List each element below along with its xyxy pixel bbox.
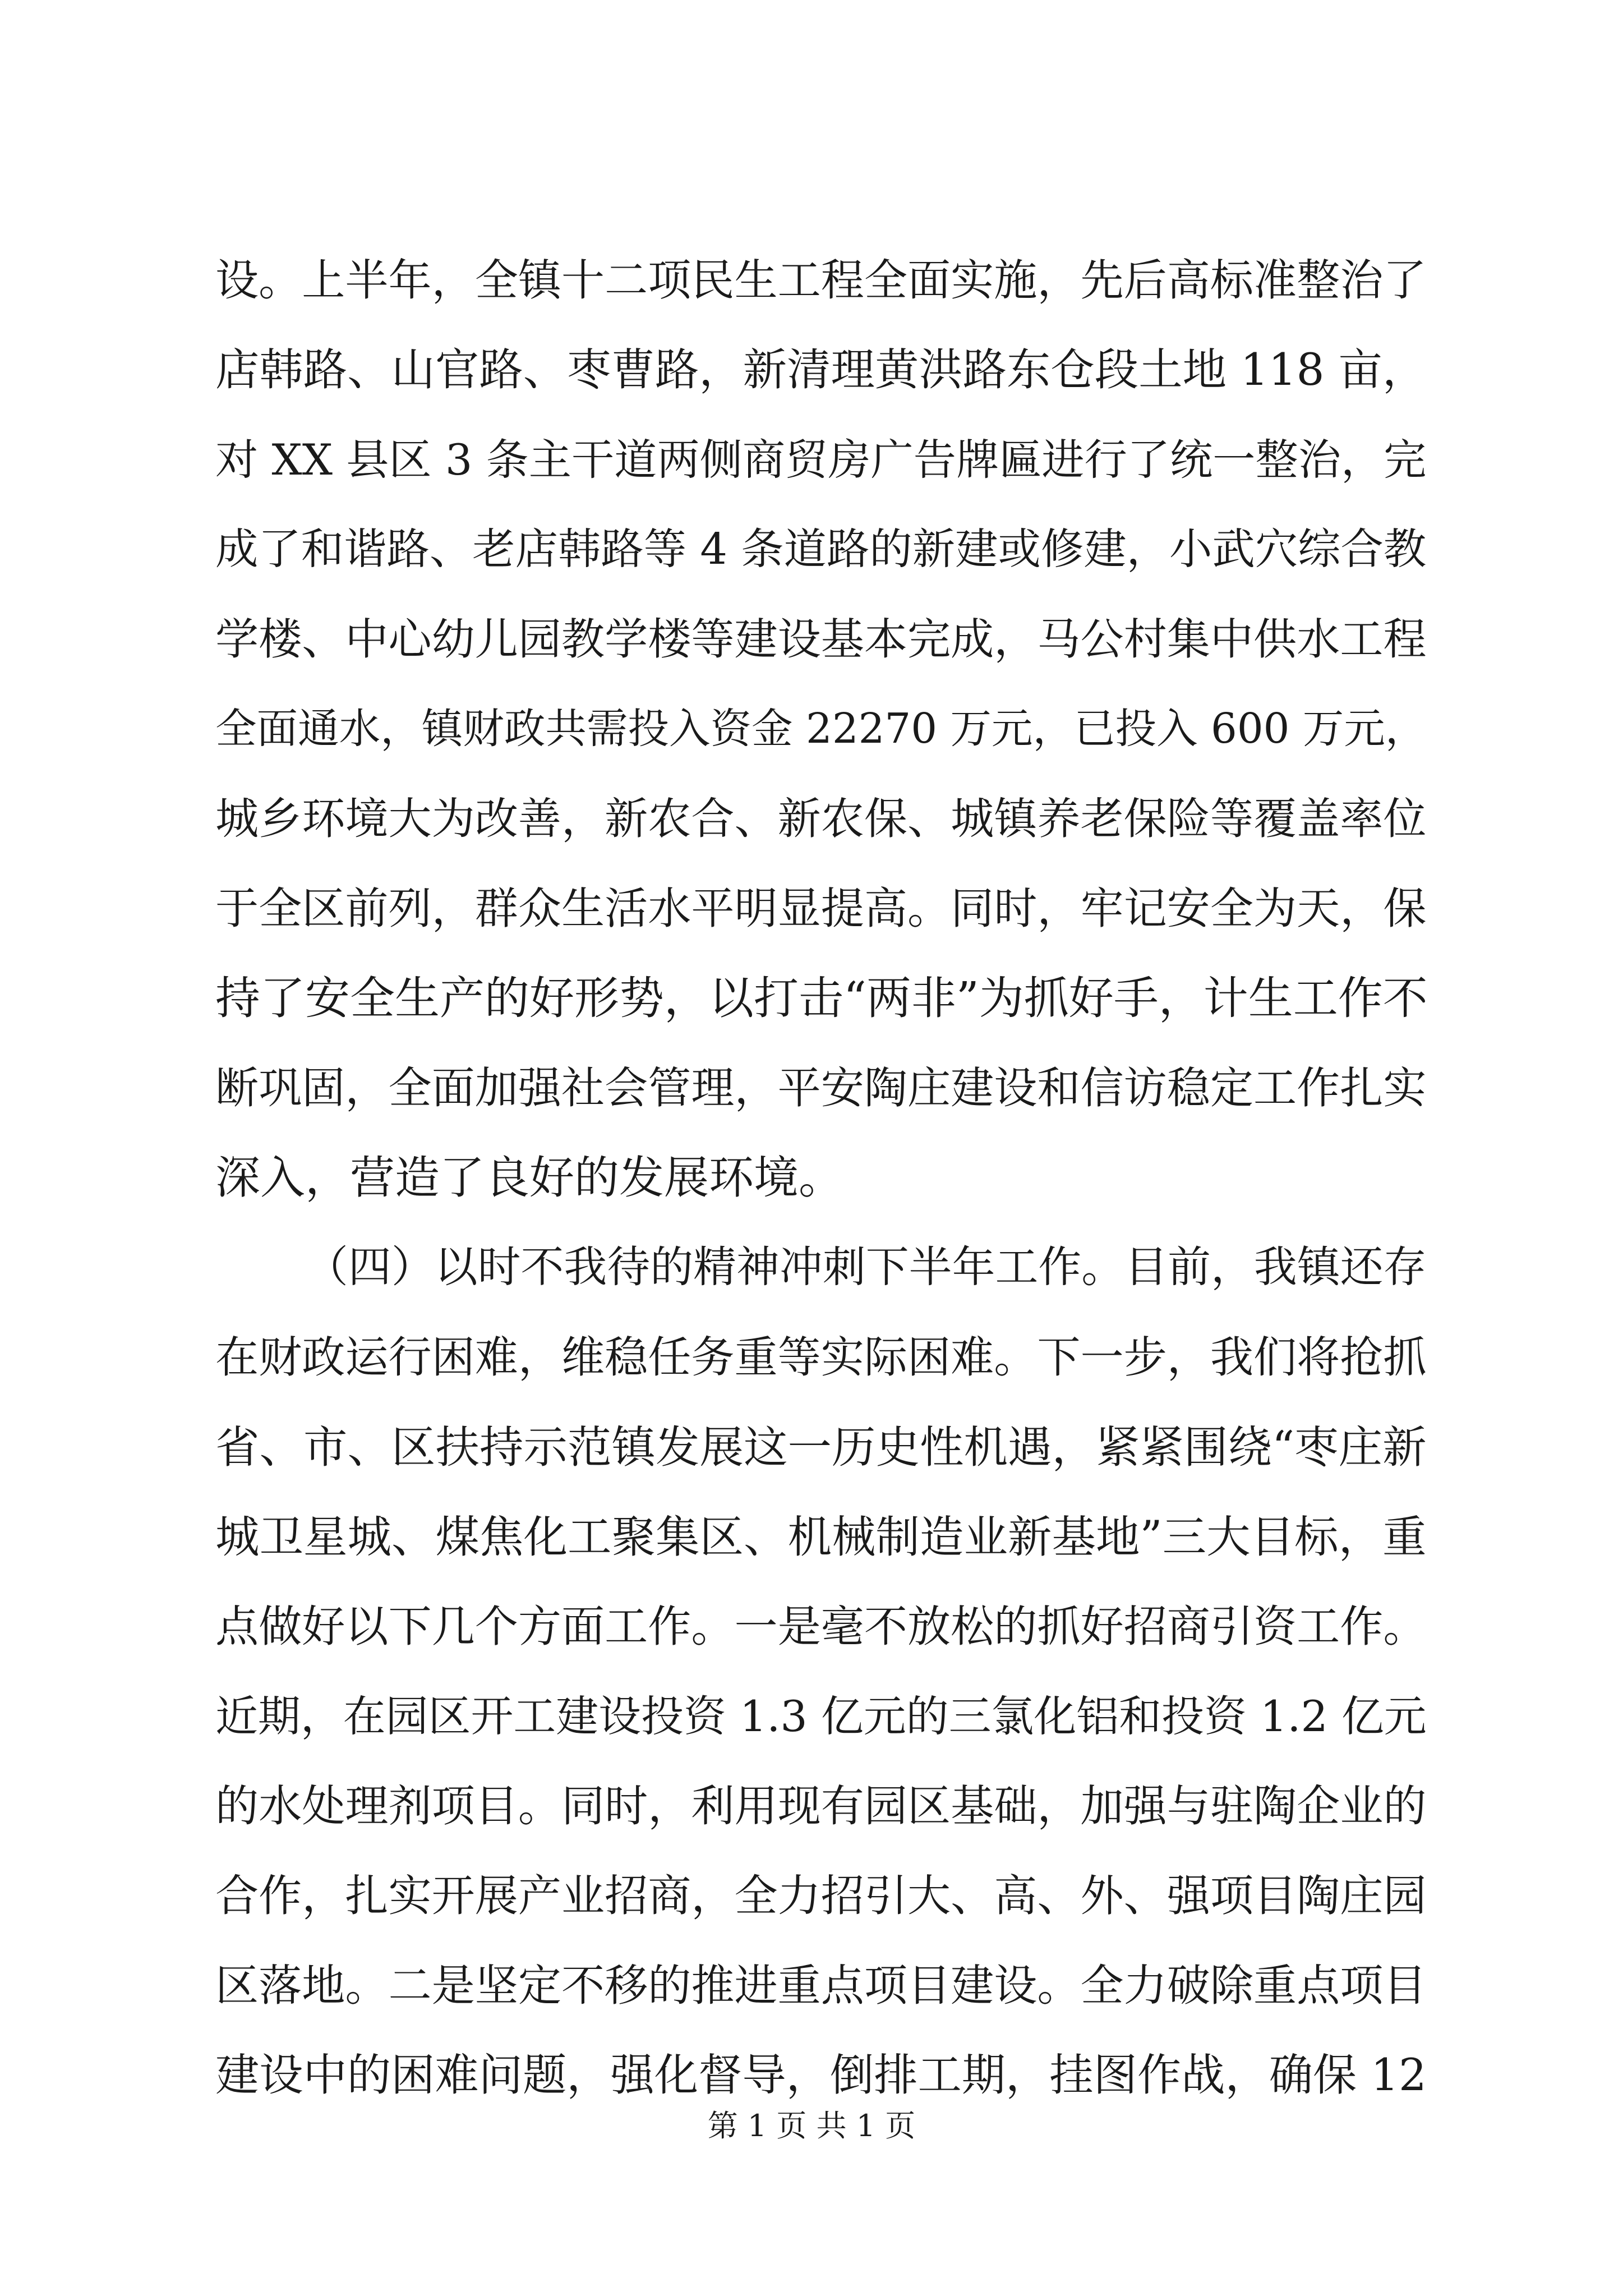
text-line: 断巩固，全面加强社会管理，平安陶庄建设和信访稳定工作扎实 bbox=[215, 1063, 1427, 1114]
text-line: 成了和谐路、老店韩路等 4 条道路的新建或修建，小武穴综合教 bbox=[215, 524, 1427, 574]
text-line: 设。上半年，全镇十二项民生工程全面实施，先后高标准整治了 bbox=[215, 255, 1427, 306]
text-line: 点做好以下几个方面工作。一是毫不放松的抓好招商引资工作。 bbox=[215, 1602, 1427, 1652]
text-line: 于全区前列，群众生活水平明显提高。同时，牢记安全为天，保 bbox=[215, 884, 1427, 934]
body-text bbox=[215, 236, 1427, 2120]
text-line: 持了安全生产的好形势，以打击“两非”为抓好手，计生工作不 bbox=[215, 972, 1428, 1024]
text-line: 合作，扎实开展产业招商，全力招引大、高、外、强项目陶庄园 bbox=[215, 1871, 1427, 1921]
text-line: 近期，在园区开工建设投资 1.3 亿元的三氯化铝和投资 1.2 亿元 bbox=[215, 1692, 1427, 1741]
text-line: 学楼、中心幼儿园教学楼等建设基本完成，马公村集中供水工程 bbox=[215, 614, 1427, 665]
text-line: 省、市、区扶持示范镇发展这一历史性机遇，紧紧围绕“枣庄新 bbox=[215, 1421, 1427, 1473]
paragraph-start-line: （四）以时不我待的精神冲刺下半年工作。目前，我镇还存 bbox=[305, 1243, 1427, 1292]
text-line: 的水处理剂项目。同时，利用现有园区基础，加强与驻陶企业的 bbox=[215, 1781, 1427, 1832]
text-line: 区落地。二是坚定不移的推进重点项目建设。全力破除重点项目 bbox=[215, 1961, 1427, 2011]
text-line: 全面通水，镇财政共需投入资金 22270 万元，已投入 600 万元， bbox=[215, 705, 1427, 753]
text-line: 建设中的困难问题，强化督导，倒排工期，挂图作战，确保 12 bbox=[215, 2050, 1427, 2101]
page-footer: 第 1 页 共 1 页 bbox=[707, 2108, 916, 2143]
text-line: 在财政运行困难，维稳任务重等实际困难。下一步，我们将抢抓 bbox=[215, 1332, 1427, 1383]
text-line: 店韩路、山官路、枣曹路，新清理黄洪路东仓段土地 118 亩， bbox=[215, 344, 1427, 395]
text-line: 城乡环境大为改善，新农合、新农保、城镇养老保险等覆盖率位 bbox=[215, 794, 1427, 844]
text-line: 深入，营造了良好的发展环境。 bbox=[215, 1152, 843, 1204]
text-line: 对 XX 县区 3 条主干道两侧商贸房广告牌匾进行了统一整治，完 bbox=[215, 435, 1427, 485]
text-line: 城卫星城、煤焦化工聚集区、机械制造业新基地”三大目标，重 bbox=[215, 1511, 1427, 1563]
